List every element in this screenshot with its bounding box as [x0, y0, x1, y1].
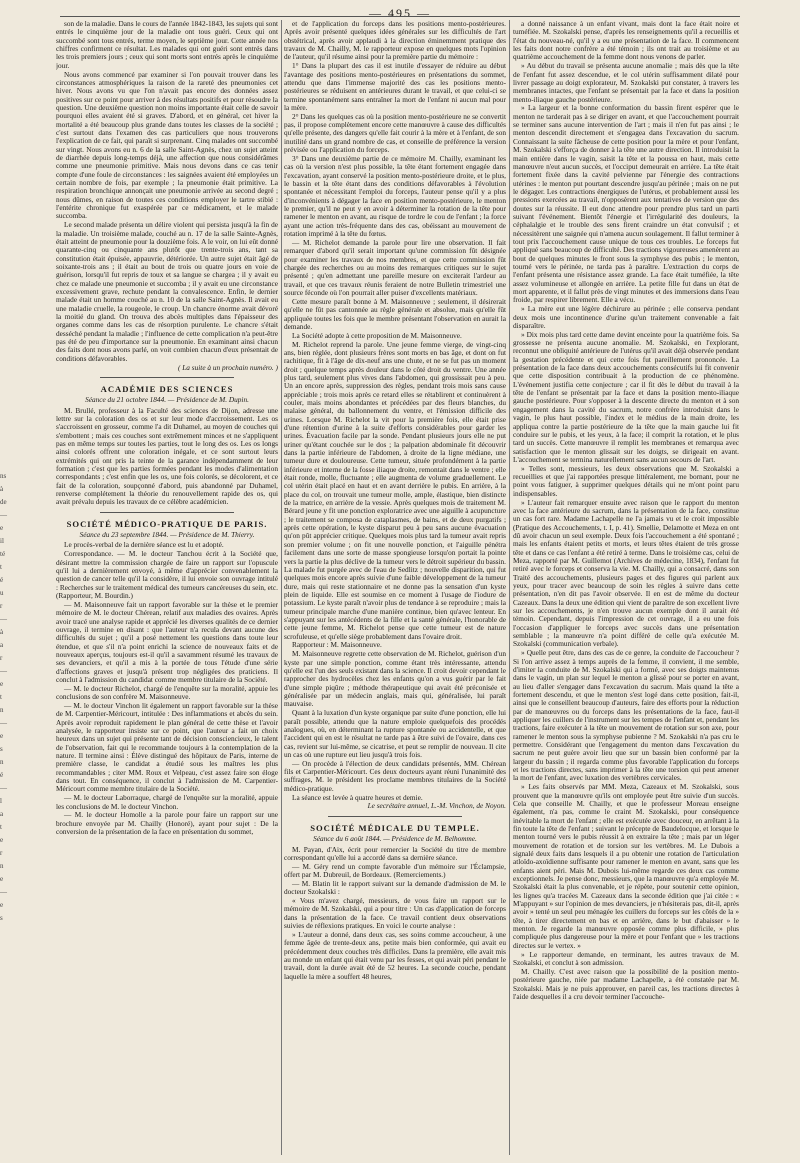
page-number: — 495 — [369, 6, 431, 20]
margin-fragment: n [0, 706, 4, 714]
margin-fragment: il [0, 537, 4, 545]
paragraph: son de la maladie. Dans le cours de l'année 1842-1843, les sujets qui sont entrés le cinquième jour de la maladie ont tous guéri. Ceux qui ont succombé sont tous entrés, terme moyen, le septième jour. Cette année nos chiffres confirment ce résultat. Les malades qui ont guéri sont entrés dans les trois premiers jours ; ceux qui sont morts sont entrés après le cinquième jour. [56, 20, 278, 70]
column-1-body [56, 20, 278, 363]
margin-fragment: t [0, 823, 2, 831]
paragraph: » Les faits observés par MM. Meza, Cazeaux et M. Szokalski, sous prouvent que la manœuvre qu'ils ont employée peut être suivie d'un succès. Cela que conseille M. Chailly, et que le professeur Moreau enseigne également, n'a pas, comme le craint M. Szokalski, pour conséquence inévitable la mort de l'enfant ; elle est exécutée avec douceur, en arrêtant à la fin toute la tête de l'enfant ; suivant le précepte de Baudelocque, et lorsque le menton tourné vers le pubis réussit à en extraire la tête ; mais par un léger mouvement de rotation et de torsion sur les vertèbres. M. Le Dubois a signalé deux faits dans lesquels il a pu obtenir une rotation de l'articulation atloïdo-axoïdienne suffisante pour ramener le menton en avant, sans que les enfants aient péri. Mais M. Dubois lui-même regarde ces deux cas comme exceptionnels. Je pense donc, messieurs, que la manœuvre qu'a employée M. Szokalski était la plus convenable, et je répète, pour soutenir cette opinion, les lignes qu'a tracées M. Cazeaux dans la seconde édition que j'ai citée : « M'appuyant » sur l'opinion de mes devanciers, je n'hésiterais pas, dit-il, après avoir » tenté un seul peu ménagée les cuillers du forceps sur les côtés de la » tête, à tirer directement en bas et en arrière, dans le but d'abaisser » le menton. Je regarde la manœuvre opposée comme plus difficile, » plus compliquée plus dangereuse pour la mère et pour l'enfant que » les tractions directes sur le vertex. » [513, 782, 739, 950]
paragraph: Cette mesure paraît bonne à M. Maisonneuve ; seulement, il désirerait qu'elle ne fût pas cantonnée au règle générale et absolue, mais qu'elle fût appliquée toutes les fois que le membre présentant l'observation en aurait la demande. [284, 296, 506, 331]
column-divider-1 [281, 20, 282, 1155]
margin-fragment: — [0, 719, 7, 727]
paragraph: » La mère eut une légère déchirure au périnée ; elle conserva pendant deux mois une incontinence d'urine qu'un traitement convenable a fait disparaître. [513, 304, 739, 330]
column-3-body [513, 20, 739, 1001]
margin-fragment: r [0, 849, 3, 857]
header-rule [60, 16, 740, 17]
paragraph: » L'auteur a donné, dans deux cas, ses soins comme accoucheur, à une femme âgée de trente-deux ans, petite mais bien conformée, qui avait eu précédemment deux couches très difficiles. Dans la première, elle avait mis au monde un enfant qui était venu par les fesses, et qui avait péri pendant le travail, dont la durée avait été de 52 heures. La seconde couche, pendant laquelle la mère a souffert 48 heures, [284, 929, 506, 981]
paragraph: Nous avons commencé par examiner si l'on pouvait trouver dans les circonstances atmosphériques la raison de la rareté des pneumonies cet hiver. Nous avons vu que l'on n'avait pas encore des données assez positives sur ce point pour arriver à des résultats positifs et pour résoudre la question. Une deuxième question non moins importante était celle de savoir pourquoi elles avaient été si graves. D'abord, et en général, cet hiver la mortalité a été beaucoup plus grande dans toutes les classes de la société ; c'est surtout dans l'examen des cas particuliers que nous trouverons l'explication de ce fait, qui paraît si surprenant. Cinq malades ont succombé sur vingt. Nous avons eu n. 6 de la salle Saint-Agnès, chez un sujet atteint de diarrhée depuis long-temps déjà, une affection que nous considérâmes comme une pneumonie primitive. Mais nous devons dans ce cas tenir compte d'une foule de circonstances : les saignées avaient été employées un certain nombre de fois, par exemple ; la pneumonie était primitive. La respiration bronchique annonçait une pneumonie arrivée au second degré ; nous dûmes, en raison de toutes ces conditions employer le tartre stibié : l'entérite chronique fut exaspérée par ce médicament, et le malade succomba. [56, 69, 278, 221]
paragraph: — M. le docteur Homolle a la parole pour faire un rapport sur une brochure envoyée par M. Chailly (Honoré), ayant pour sujet : De la conversion de la présentation de la face en présentation du sommet, [56, 810, 278, 837]
paragraph: » Au début du travail se présenta aucune anomalie ; mais dès que la tête de l'enfant fut assez descendue, et le col utérin suffisamment dilaté pour livrer passage au doigt explorateur, M. Szokalski put constater, à travers les membranes intactes, que l'enfant se présentait par la face et dans la position mento-iliaque gauche postérieure. [513, 61, 739, 104]
margin-fragment: à [0, 485, 4, 493]
paragraph: » L'auteur fait remarquer ensuite avec raison que le rapport du menton avec la face antérieure du sacrum, dans la présentation de la face, constitue un cas fort rare. Madame Lachapelle ne l'a jamais vu et le croit impossible (Pratique des Accouchements, t. I, p. 41). Smellie, Delamotte et Meza en ont dû avoir chacun un seul exemple. Deux fois l'accouchement a été spontané ; mais les enfants étaient petits et morts, et leurs têtes étaient de très grosse tête et dans ce cas l'enfant a été retiré à terme. Dans le troisième cas, celui de Meza, rapporté par M. Guillemot (Archives de médecine, 1834), l'enfant fut retiré avec le forceps et conserva la vie. M. Chailly, qui a consacré, dans son Traité des accouchements, plusieurs pages et des figures qui parlent aux yeux, pour tracer avec beaucoup de soin les règles à suivre dans cette présentation, n'en dit pas l'avoir observée. Il en est de même du docteur Cazeaux. Dans la deux une édition qui vient de paraître de son excellent livre sur les accouchements, je n'en trouve aucun exemple dont il aurait été témoin. Cependant, depuis l'impression de cet ouvrage, il a eu une fois l'occasion d'appliquer le forceps avec succès dans une présentation semblable ; la manœuvre n'a point différé de celle qu'a exécutée M. Szokalski (communication verbale). [513, 497, 739, 649]
margin-fragment: — [0, 615, 7, 623]
margin-fragment: a [0, 641, 4, 649]
paragraph: Le procès-verbal de la dernière séance est lu et adopté. [64, 540, 224, 550]
column-divider-2 [509, 20, 510, 1155]
paragraph: M. Payan, d'Aix, écrit pour remercier la Société du titre de membre correspondant qu'elle lui a accordé dans sa dernière séance. [284, 844, 506, 862]
margin-fragment: t [0, 693, 2, 701]
paragraph: » Dix mois plus tard cette dame devint enceinte pour la quatrième fois. Sa grossesse ne présenta aucune anomalie. M. Szokalski, en l'explorant, reconnut une obliquité antérieure de l'utérus qu'il avait déjà observée pendant la gestation précédente et qui cette fois fut pareillement prononcée. La présentation de la face dans deux accouchements consécutifs lui fit convenir que cette disposition contribuait à la production de ce phénomène. L'événement justifia cette conjecture ; car il fit dès le début du travail à la tête de l'enfant se présentait par la face et dans la position mento-iliaque gauche postérieure. Pour s'opposer à la descente directe du menton et à son engagement dans la cavité du sacrum, notre confrère introduisit dans le vagin, le plus haut possible, l'index et le médius de la main droite, les appliqua contre la partie postérieure de la tête que la main gauche lui fit conduire sur le pubis, et les yeux, à la face; il comprit la rotation, et le plus tard un succès. Cette manœuvre il remplit les membranes et remarqua avec satisfaction que le menton glissait sur les doigts, se dirigeait en avant. L'accouchement se termina naturellement sans aucun secours de l'art. [513, 329, 739, 464]
paragraph: — M. Géry rend un compte favorable d'un mémoire sur l'Éclampsie, offert par M. Dubreuil, de Bordeaux. (Remerciements.) [284, 861, 506, 880]
column-2-body [284, 20, 506, 802]
paragraph: » Telles sont, messieurs, les deux observations que M. Szokalski a recueillies et que j'ai rapportées presque littéralement, me bornant, pour ne point vous fatiguer, à supprimer quelques détails qui ne m'ont point paru indispensables. [513, 463, 739, 498]
column-2 [284, 20, 506, 1155]
paragraph: — M. le docteur Vinchon lit également un rapport favorable sur la thèse de M. Carpentier-Méricourt, intitulée : Des inflammations et abcès du sein. Après avoir reproduit rapidement le plan général de cette thèse et l'avoir analysée, le rapporteur insiste sur ce point, que l'auteur a fait un choix heureux dans un sujet qui présente tant de décision consciencieux, le talent de l'observation, fait qui le recommande toujours à la contemplation de la nature. Il termine ainsi : Élève distingué des hôpitaux de Paris, interne de première classe, le candidat a étudié sous les maîtres les plus recommandables ; citer MM. Roux et Velpeau, c'est assez faire son éloge dans tout. En conséquence, il conclut à l'admission de M. Carpentier-Méricourt comme membre titulaire de la Société. [56, 700, 278, 794]
margin-fragment: e [0, 901, 4, 909]
margin-fragment: n [0, 758, 4, 766]
column-3 [513, 20, 739, 1155]
paragraph: — M. Richelot demande la parole pour lire une observation. Il fait remarquer d'abord qu'il serait important qu'une commission fût désignée pour examiner les travaux de nos membres, et que cette commission fût chargée des recherches ou au moins des remarques critiques sur le sujet présenté ; qu'en admettant une pareille mesure on exciterait l'ardeur au travail, et que ces travaux réunis feraient de notre Bulletin trimestriel une source féconde où l'on pourrait aller puiser d'excellents matériaux. [284, 237, 506, 297]
societe-paris-seance: Séance du 23 septembre 1844. — Présidence de M. Thierry. [79, 530, 255, 540]
paragraph: Quant à la luxation d'un kyste organique par suite d'une ponction, elle lui paraît possible, attendu que la nature emploie quelquefois des procédés analogues, où, en déterminant la rupture spontanée ou accidentelle, et que l'accident qui en est le résultat ne tarde pas à être suivi de l'ovaire, dans ces cas, revient sur lui-même, se cicatrise, et peut se remplir de nouveau. Il cite un cas où une rupture eut lieu jusqu'à trois fois. [284, 708, 506, 759]
margin-fragment: e [0, 732, 4, 740]
societe-temple-body [284, 846, 506, 982]
margin-fragment: s [0, 745, 3, 753]
paragraph: M. Brullé, professeur à la Faculté des sciences de Dijon, adresse une lettre sur la coloration des os et sur leur mode d'accroissement. Les os s'accroissent en grosseur, comme l'a dit Duhamel, au moyen de couches qui s'embottent ; mais ces couches sont extrêmement minces et ne s'appliquent pas en même temps sur toutes les parties, tout le long des os. Les os longs ainsi colorés offrent une coloration inégale, et ce sont surtout leurs extrémités qui ont pris la teinte de la garance indépendamment de leur formation ; c'est que les parties formées pendant les modes d'alimentation correspondants ; c'est enfin que les os, une fois colorés, se décolorent, et ce fait de la coloration, soupçonné d'abord, puis abandonné par Duhamel, renverse complétement la théorie du renouvellement rapide des os, qui avait prévalu depuis les travaux de ce célèbre académicien. [56, 405, 278, 507]
paragraph: La Société adopte à cette proposition de M. Maisonneuve. [292, 330, 462, 340]
secretary-signature: Le secrétaire annuel, L.-M. Vinchon, de Noyon. [367, 801, 506, 811]
academie-body [56, 407, 278, 507]
margin-fragment: — [0, 667, 7, 675]
paragraph: M. Chailly. C'est avec raison que la possibilité de la position mento-postérieure gauche, niée par madame Lachapelle, a été constatée par M. Szokalski. Mais je ne puis approuver, en pareil cas, les tractions directes à l'aide desquelles il a cru devoir terminer l'accouche- [513, 966, 739, 1001]
academie-title: ACADÉMIE DES SCIENCES [100, 383, 234, 394]
paragraph: a donné naissance à un enfant vivant, mais dont la face était noire et tuméfiée. M. Szokalski pense, d'après les renseignements qu'il a recueillis et l'état du nouveau-né, qu'il y a eu une présentation de la face. Il commencent les faits dont notre confrère a été témoin ; ils ont trait au troisième et au quatrième accouchement de la femme dont nous venons de parler. [513, 20, 739, 62]
margin-fragment: ns [0, 472, 7, 480]
margin-fragment: — [0, 784, 7, 792]
margin-fragment: s [0, 914, 3, 922]
margin-fragment: é [0, 576, 4, 584]
margin-fragment: r [0, 602, 3, 610]
societe-paris-title: SOCIÉTÉ MÉDICO-PRATIQUE DE PARIS. [66, 518, 268, 529]
margin-fragment: — [0, 888, 7, 896]
paragraph: Rapporteur : M. Maisonneuve. [292, 640, 382, 650]
margin-fragment: r [0, 654, 3, 662]
margin-fragment: à [0, 628, 4, 636]
margin-fragment: l [0, 797, 2, 805]
paragraph: 2° Dans les quelques cas où la position mento-postérieure ne se convertit pas, il propose complètement encore cette manœuvre à cause des difficultés qu'elle présente, des dangers qu'elle fait courir à la mère et à l'enfant, de son inutilité dans un grand nombre de cas, et conseille de préférence la version prévisée ou l'application du forceps. [284, 111, 506, 155]
section-rule [328, 816, 461, 817]
paragraph: 1° Dans la plupart des cas il est inutile d'essayer de réduire au début l'avantage des positions mento-postérieures en présentations du sommet, attendu que dans l'immense majorité des cas les positions mento-postérieures se réduisent en antérieures durant le travail, et que celui-ci se termine spontanément sans entraîner la mort de l'enfant ni aucun mal pour la mère. [284, 61, 506, 112]
academie-seance: Séance du 21 octobre 1844. — Présidence de M. Dupin. [85, 395, 249, 405]
paragraph: M. Richelot reprend la parole. Une jeune femme vierge, de vingt-cinq ans, bien réglée, dont plusieurs frères sont morts en bas âge, et dont on fut rachitique, fit à l'âge de dix-neuf ans une chute, et ne se fut pas un moment droit ; quelque temps après douleur dans le côté droit du ventre. Une année plus tard, seulement plus vives dans l'abdomen, qui grossissait peu à peu. Un an encore après, suppression des règles, pendant trois mois sans cause appréciable ; trois mois après ce retard elles se rétablirent et continuèrent à couler, mais moins abondantes et précédées par des fleurs blanches, du malaise général, du ballonnement du ventre, et l'émission difficile des urines. Lorsque M. Richelot la vit pour la première fois, elle était prise d'une rétention d'urine à la suite d'efforts considérables pour garder les urines. Évacuation facile par la sonde. Pendant plusieurs jours elle ne put uriner qu'étant couchée sur le dos ; la palpation abdominale fit découvrir dans la partie inférieure de l'abdomen, à droite de la ligne médiane, une tumeur dure et douloureuse. Cette tumeur, située profondément à la partie inférieure et interne de la fosse iliaque droite, remontait dans le ventre ; elle était ronde, molle, fluctuante ; elle augmenta de volume graduellement. Le col utérin était placé en haut et en avant derrière le pubis. En arrière, à la place du col, on trouvait une tumeur molle, ample, élastique, bien distincte de la matrice, en arrière de la vessie. Après quelques mois de traitement M. Bérard jeune y fit une ponction exploratrice avec une aiguille à acupuncture ; le traitement se composa de cataplasmes, de bains, et de deux purgatifs ; après cette opération, le kyste disparut peu à peu sans aucune évacuation qu'on pût apprécier critique. Quelques mois plus tard la tumeur avait repris son premier volume ; on fit une nouvelle ponction, et l'aiguille pénétra facilement dans une sorte de masse spongieuse lorsqu'on portait la pointe vers la partie la plus déclive de la tumeur vers le détroit supérieur du bassin. La malade fut purgée avec de l'eau de Sedlitz ; nouvelle disparition, qui fut quelques mois encore après suivie d'une faible développement de la tumeur dure, mais qui reste stationnaire et ne donne pas la sensation d'un kyste plein de liquide. Elle est soumise en ce moment à l'usage de l'iodure de potassium. Le kyste paraît n'avoir plus de tendance à se reproduire ; mais la tumeur principale marche d'une manière continue, bien qu'avec lenteur. En s'appuyant sur les antécédents de la fille et la santé générale, l'honorable de cette jeune femme, M. Richelot pense que cette tumeur est de nature scrofuleuse, et qu'elle siège probablement dans l'ovaire droit. [284, 339, 506, 641]
margin-fragment: a [0, 810, 4, 818]
paragraph: — M. Maisonneuve fait un rapport favorable sur la thèse et le premier mémoire de M. le docteur Chérean, relatif aux maladies des ovaires. Après avoir tracé une analyse rapide et apprécié les diverses qualités de ce dernier ouvrage, il termine en disant : que l'auteur n'a recula devant aucune des difficultés du sujet ; qu'il a posé nettement les questions dans toute leur étendue, et que s'il n'a point enrichi la science de nouveaux faits et de nouveaux aperçus, toujours est-il qu'il a savamment résumé les travaux de ses devanciers, et qu'il a mis à la portée de tous l'étude d'une série d'affections graves et jusqu'à présent trop négligées des praticiens. Il conclut à l'admission du candidat comme membre titulaire de la Société. [56, 599, 278, 684]
paragraph: Correspondance. — M. le docteur Tanchou écrit à la Société que, désirant mettre la commission chargée de faire un rapport sur l'opuscule qu'il lui a dernièrement envoyé, à même d'apprécier convenablement la question de cancer telle qu'il la considère, il lui envoie son ouvrage intitulé : Recherches sur le traitement médical des tumeurs cancéreuses du sein, etc. (Rapporteur, M. Bourdin.) [56, 549, 278, 600]
societe-temple-title: SOCIÉTÉ MÉDICALE DU TEMPLE. [310, 822, 480, 833]
section-rule [100, 377, 233, 378]
margin-fragment: u [0, 589, 4, 597]
margin-fragment: té [0, 550, 6, 558]
margin-fragment: n [0, 862, 4, 870]
margin-fragment: t [0, 563, 2, 571]
margin-fragment: e [0, 875, 4, 883]
paragraph: et de l'application du forceps dans les positions mento-postérieures. Après avoir présenté quelques idées générales sur les difficultés de l'art obstétrical, après avoir applaudi à la direction éminemment pratique des travaux de M. Chailly, M. le rapporteur expose en quelques mots l'opinion de l'auteur, qu'il résume ainsi pour la première partie du mémoire : [284, 20, 506, 62]
paragraph: » Quelle peut être, dans des cas de ce genre, la conduite de l'accoucheur ? Si l'on arrive assez à temps auprès de la femme, il convient, il me semble, d'imiter la conduite de M. Szokalski qui a formé, avec ses doigts maintenus dans le vagin, un plan sur lequel le menton a glissé pour se porter en avant, au lieu d'aller s'engager dans l'excavation du sacrum. Mais quand la tête a fortement descendu, et que le menton s'est logé dans cette position, fait-il, ainsi que le conseillent beaucoup d'auteurs, faire des efforts pour la réduction par de manœuvres ou du forceps dans les présentations de la face, faut-il appliquer les cuillers de l'instrument sur les tempes de l'enfant et, pendant les tractions, faire exécuter à la tête un mouvement de rotation sur son axe, pour ramener le menton sous la symphyse pubienne ? M. Szokalski n'a pas cru le permettre. Considérant que l'engagement du menton dans l'excavation du sacrum ne peut guère avoir lieu que sur un bassin bien conformé par la largeur du bassin ; il regarda comme plus favorable l'application du forceps et les tractions directes, sans imprimer à la tête une torsion qui peut amener la mort de l'enfant, avec luxation des vertèbres cervicales. [513, 648, 739, 783]
continuation-note: ( La suite à un prochain numéro. ) [178, 362, 278, 372]
section-rule [100, 512, 233, 513]
left-margin-fragments [0, 470, 12, 1070]
societe-temple-seance: Séance du 6 août 1844. — Présidence de M. Belhomme. [313, 834, 477, 844]
paragraph: La séance est levée à quatre heures et demie. [292, 792, 423, 802]
column-1 [56, 20, 278, 1155]
margin-fragment: e [0, 836, 4, 844]
societe-paris-body [56, 541, 278, 836]
paragraph: M. Maisonneuve regrette cette observation de M. Richelot, guérison d'un kyste par une simple ponction, comme étant très intéressante, attendu qu'elle est l'un des seuls existant dans la science. Il croit devoir cependant le rapprocher des hydrocèles chez les enfants qu'on a vus guérir par le fait d'une simple piqûre ; méthode thérapeutique qui avait été préconisée et généralisée par un médecin anglais, mais qui, généralisée, lui paraît mauvaise. [284, 649, 506, 709]
paragraph: 3° Dans une deuxième partie de ce mémoire M. Chailly, examinant les cas où la version n'est plus possible, la tête étant fortement engagée dans l'excavation, ayant conservé la position mento-postérieure droite, et le plus, le bassin et la tête étant dans des conditions défavorables à l'évolution spontanée et nécessitant l'emploi du forceps, l'auteur pense qu'il y a plus d'inconvénients à dégager la face en position mento-postérieure, le menton le premier, qu'il ne peut y en avoir à déterminer la rotation de la tête pour ramener le menton en avant, au risque de tordre le cou de l'enfant ; la force ayant une action très-fréquente dans des cas, obéissant au mouvement de rotation imprimé à la tête du fœtus. [284, 154, 506, 239]
paragraph: Le second malade présenta un délire violent qui persista jusqu'à la fin de la maladie. Un troisième malade, couché au n. 17 de la salle Sainte-Agnès, était atteint de pneumonie pour la douzième fois. A le voir, on lui eût donné quarante-cinq ou cinquante ans plutôt que trente-trois ans, tant sa constitution était épuisée, appauvrie, détériorée. Un autre sujet était âgé de soixante-trois ans ; il était au bout de trois ou quatre jours en voie de guérison, lorsqu'il fut repris de toux et sa langue se chargea ; il y avait eu chez ce malade une pneumonie et succomba ; il y avait eu une circonstance excessivement grave, rechute pendant la convalescence. Enfin, le dernier malade était un homme couché au n. 10 de la salle Saint-Agnès. Il avait eu une maladie cruelle, la rougeole, le croup. Un chancre énorme avait dévoré la moitié du gland. On trouva des abcès multiples dans l'épaisseur des organes comme dans les cas de résorption purulente. Le chancre s'était desséché pendant la maladie ; l'influence de cette complication n'a peut-être pas été de peu d'importance sur la pneumonie. En examinant ainsi chacun des faits dont nous avons parlé, on voit combien chacun d'eux présentait de conditions défavorables. [56, 220, 278, 363]
margin-fragment: é [0, 771, 4, 779]
margin-fragment: de [0, 498, 7, 506]
paragraph: — M. le docteur Richelot, chargé de l'enquête sur la moralité, appuie les conclusions de son confrère M. Maisonneuve. [56, 683, 278, 702]
margin-fragment: — [0, 511, 7, 519]
paragraph: » La largeur et la bonne conformation du bassin firent espérer que le menton ne tarderait pas à se diriger en avant, et que l'accouchement pourrait se terminer sans aucune intervention de l'art ; mais il n'en fut pas ainsi ; le menton descendit directement et s'engagea dans l'excavation du sacrum. Connaissant la suite fâcheuse de cette position pour la mère et pour l'enfant, M. Szokalski s'efforça de donner à la tête une autre direction. Il introduisit la main entière dans le vagin, saisit la tête et la poussa en haut, mais cette manœuvre n'eut aucun succès, et l'occiput demeurait en arrière. La tête était fortement fixée dans la cavité pelvienne par l'énergie des contractions utérines : le menton put pourtant descendre jusqu'au périnée ; mais on ne put le dégager. Les contractions énergiques de l'utérus, et probablement aussi les pressions exercées au travail, n'opposèrent aux tentatives de version que des doutes sur la réussite. Il eut donc attendre pour prendre plus tard un parti suivant l'événement. Bientôt l'énergie et l'irrégularité des douleurs, la céphalalgie et le trouble des sens firent craindre un état convulsif ; et nécessitèrent une saignée qui n'amena aucun soulagement. Il fallut terminer à tout prix l'accouchement cause unique de tous ces troubles. Le forceps fut appliqué sans beaucoup de difficulté. Des tractions vigoureuses amenèrent au bout de quelques minutes le front sous la symphyse des pubis ; le menton, tourné vers le périnée, ne tarda pas à paraître. L'extraction du corps de l'enfant présenta une résistance assez grande. La face était tuméfiée, la tête assez volumineuse et allongée en arrière. La petite fille fut dans un état de mort apparente, et il fallut près de vingt minutes et des immersions dans l'eau froide, par respirer librement. Elle a vécu. [513, 103, 739, 305]
paragraph: « Vous m'avez chargé, messieurs, de vous faire un rapport sur le mémoire de M. Szokalski, qui a pour titre : Un cas d'application de forceps dans la présentation de la face. Ce travail contient deux observations suivies de réflexions pratiques. En voici le courte analyse : [284, 896, 506, 931]
paragraph: » Le rapporteur demande, en terminant, les autres travaux de M. Szokalski, et conclut à son admission. [513, 949, 739, 967]
paragraph: — M. Blatin lit le rapport suivant sur la demande d'admission de M. le docteur Szokalski : [284, 878, 506, 897]
paragraph: — On procède à l'élection de deux candidats présentés, MM. Chérean fils et Carpentier-Méricourt. Ces deux docteurs ayant réuni l'unanimité des suffrages, M. le président les proclame membres titulaires de la Société médico-pratique. [284, 758, 506, 793]
margin-fragment: e [0, 524, 4, 532]
margin-fragment: e [0, 680, 4, 688]
paragraph: — M. le docteur Laborraque, chargé de l'enquête sur la moralité, appuie les conclusions de M. le docteur Vinchon. [56, 793, 278, 811]
